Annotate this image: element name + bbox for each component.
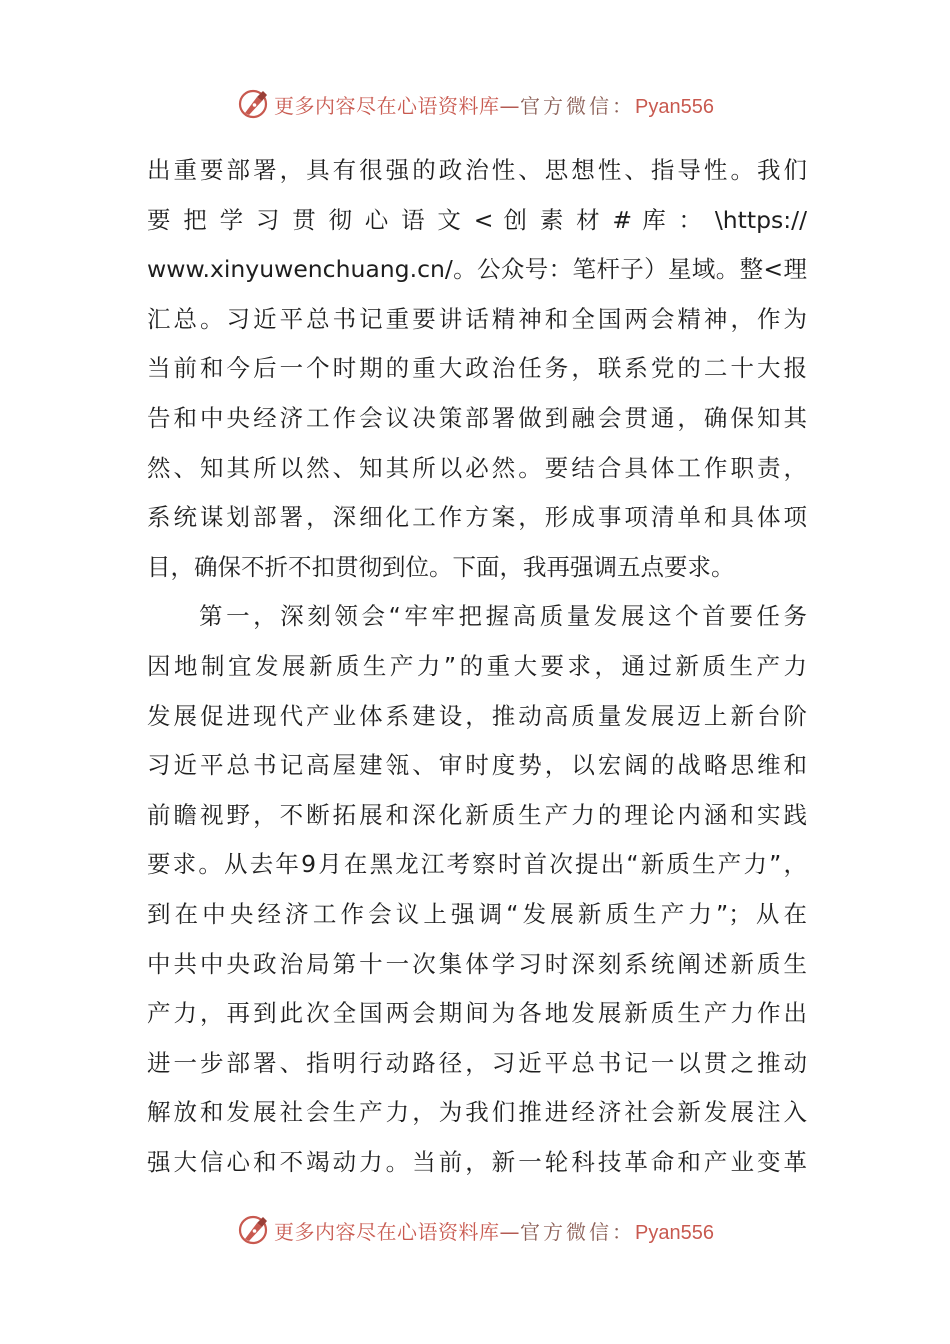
banner-brand: 更多内容尽在心语资料库 [274,93,500,118]
text-line: 发展促进现代产业体系建设，推动高质量发展迈上新台阶 [147,701,807,730]
fountain-pen-nib-icon [236,87,270,121]
text-line: 产力，再到此次全国两会期间为各地发展新质生产力作出 [147,999,807,1028]
banner-official-label: 官方微信： [520,93,636,118]
text-line: 前瞻视野，不断拓展和深化新质生产力的理论内涵和实践 [147,800,807,829]
fountain-pen-nib-icon [236,1213,270,1247]
footer-banner [0,1210,950,1250]
banner-wechat-id: Pyan556 [635,1221,714,1244]
banner-brand: 更多内容尽在心语资料库 [274,1219,500,1244]
text-line: 强大信心和不竭动力。当前，新一轮科技革命和产业变革 [147,1147,807,1176]
text-line: 出重要部署，具有很强的政治性、思想性、指导性。我们 [147,156,807,184]
banner-text [274,1216,714,1245]
text-line: 要 把 学 习 贯 彻 心 语 文 < 创 素 材 # 库 ： \https:// [147,205,807,234]
text-line: www.xinyuwenchuang.cn/。公众号：笔杆子）星域。整<理 [147,255,807,284]
text-line: 汇总。习近平总书记重要讲话精神和全国两会精神，作为 [147,304,807,333]
banner-text [274,90,714,119]
banner-official-label: 官方微信： [520,1219,636,1244]
text-line: 习近平总书记高屋建瓴、审时度势，以宏阔的战略思维和 [147,751,807,780]
banner-dash: — [499,1219,521,1244]
paragraph-heading-line: 第一，深刻领会“牢牢把握高质量发展这个首要任务 [199,602,807,631]
text-line: 目，确保不折不扣贯彻到位。下面，我再强调五点要求。 [147,552,735,581]
text-line: 因地制宜发展新质生产力”的重大要求，通过新质生产力 [147,651,807,680]
text-line: 进一步部署、指明行动路径，习近平总书记一以贯之推动 [147,1048,807,1077]
header-banner [0,84,950,124]
banner-wechat-id: Pyan556 [635,95,714,118]
text-line: 要求。从去年9月在黑龙江考察时首次提出“新质生产力”， [147,850,807,879]
text-line: 当前和今后一个时期的重大政治任务，联系党的二十大报 [147,354,807,383]
banner-dash: — [499,93,521,118]
text-line: 告和中央经济工作会议决策部署做到融会贯通，确保知其 [147,403,807,432]
text-line: 到在中央经济工作会议上强调“发展新质生产力”；从在 [147,899,807,928]
text-line: 中共中央政治局第十一次集体学习时深刻系统阐述新质生 [147,949,807,978]
document-body [147,146,807,1187]
text-line: 解放和发展社会生产力，为我们推进经济社会新发展注入 [147,1098,807,1127]
text-line: 然、知其所以然、知其所以必然。要结合具体工作职责， [147,453,807,482]
text-line: 系统谋划部署，深细化工作方案，形成事项清单和具体项 [147,503,807,532]
